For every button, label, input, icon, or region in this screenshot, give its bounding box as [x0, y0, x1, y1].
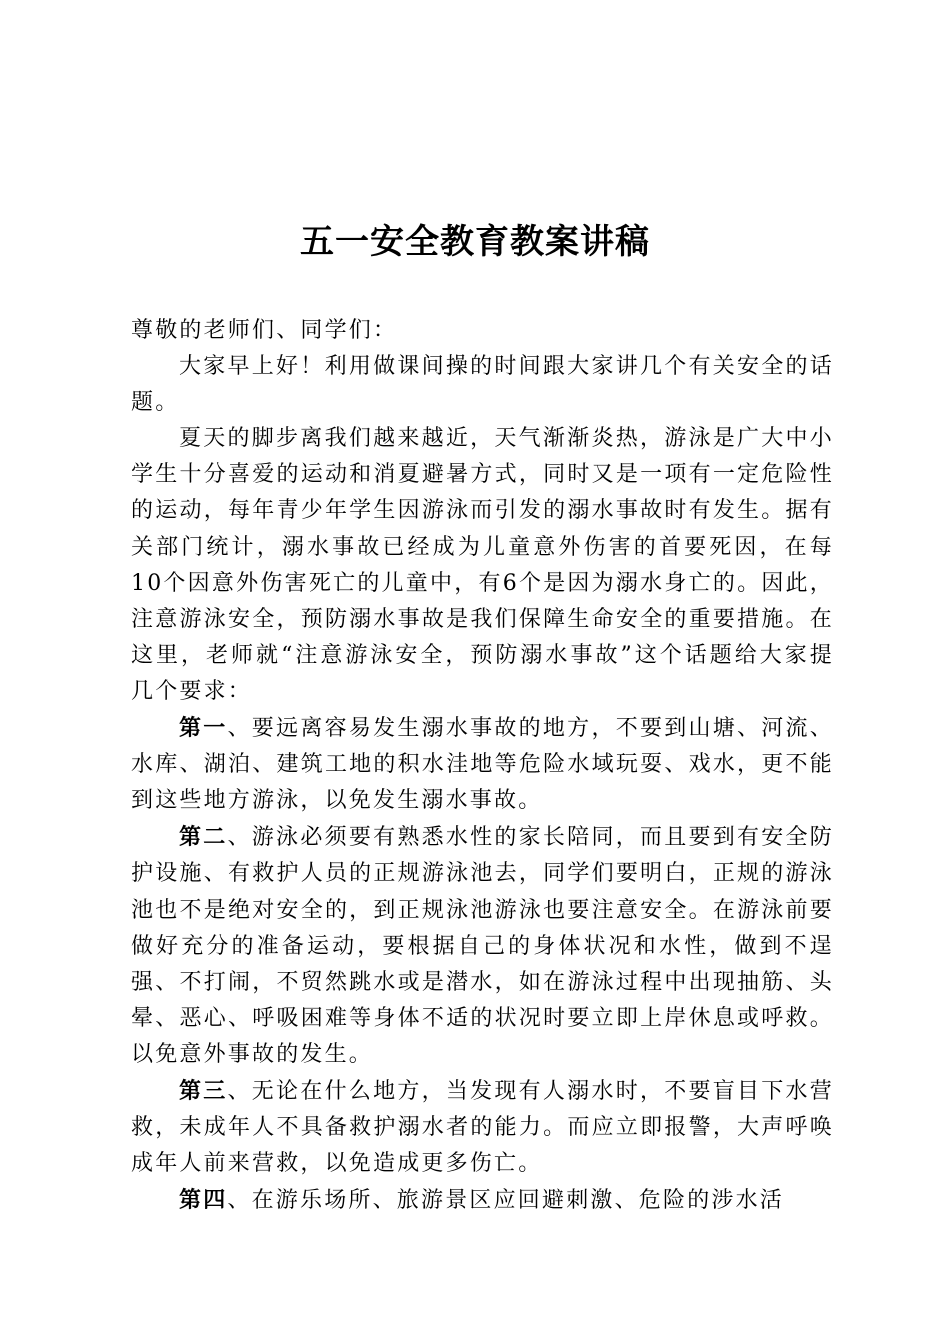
paragraph [131, 349, 834, 421]
paragraph-text: 、无论在什么地方，当发现有人溺水时，不要盲目下水营救，未成年人不具备救护溺水者的能力。而应立即报警，大声呼唤成年人前来营救，以免造成更多伤亡。 [131, 1078, 834, 1177]
paragraph-text: 、在游乐场所、旅游景区应回避刺激、危险的涉水活 [227, 1188, 785, 1214]
paragraph-lead: 第一 [179, 715, 228, 742]
paragraph-text: 、游泳必须要有熟悉水性的家长陪同，而且要到有安全防护设施、有救护人员的正规游泳池去，同学们要明白，正规的游泳池也不是绝对安全的，到正规泳池游泳也要注意安全。在游泳前要做好充分的准备运动，要根据自己的身体状况和水性，做到不逞强、不打闹，不贸然跳水或是潜水，如在游泳过程中出现抽筋、头晕、恶心、呼吸困难等身体不适的状况时要立即上岸休息或呼救。以免意外事故的发生。 [131, 825, 834, 1067]
paragraph [131, 710, 834, 819]
paragraph-text: 夏天的脚步离我们越来越近，天气渐渐炎热，游泳是广大中小学生十分喜爱的运动和消夏避暑方式，同时又是一项有一定危险性的运动，每年青少年学生因游泳而引发的溺水事故时有发生。据有关部门统计，溺水事故已经成为儿童意外伤害的首要死因，在每10个因意外伤害死亡的儿童中，有6个是因为溺水身亡的。因此，注意游泳安全，预防溺水事故是我们保障生命安全的重要措施。在这里，老师就“注意游泳安全，预防溺水事故”这个话题给大家提几个要求： [131, 426, 834, 704]
paragraph [131, 819, 834, 1073]
paragraph [131, 1073, 834, 1182]
paragraph-text: 大家早上好！利用做课间操的时间跟大家讲几个有关安全的话题。 [131, 354, 834, 416]
paragraph-lead: 第二 [179, 824, 228, 851]
paragraph [131, 1182, 834, 1219]
paragraph-lead: 第三 [179, 1077, 228, 1104]
document-body [131, 313, 834, 1219]
paragraph-text: 、要远离容易发生溺水事故的地方，不要到山塘、河流、水库、湖泊、建筑工地的积水洼地等危险水域玩耍、戏水，更不能到这些地方游泳，以免发生溺水事故。 [131, 716, 834, 814]
greeting: 尊敬的老师们、同学们： [131, 318, 398, 343]
paragraph-lead: 第四 [179, 1187, 228, 1214]
paragraph [131, 421, 834, 710]
document-title: 五一安全教育教案讲稿 [300, 222, 650, 262]
